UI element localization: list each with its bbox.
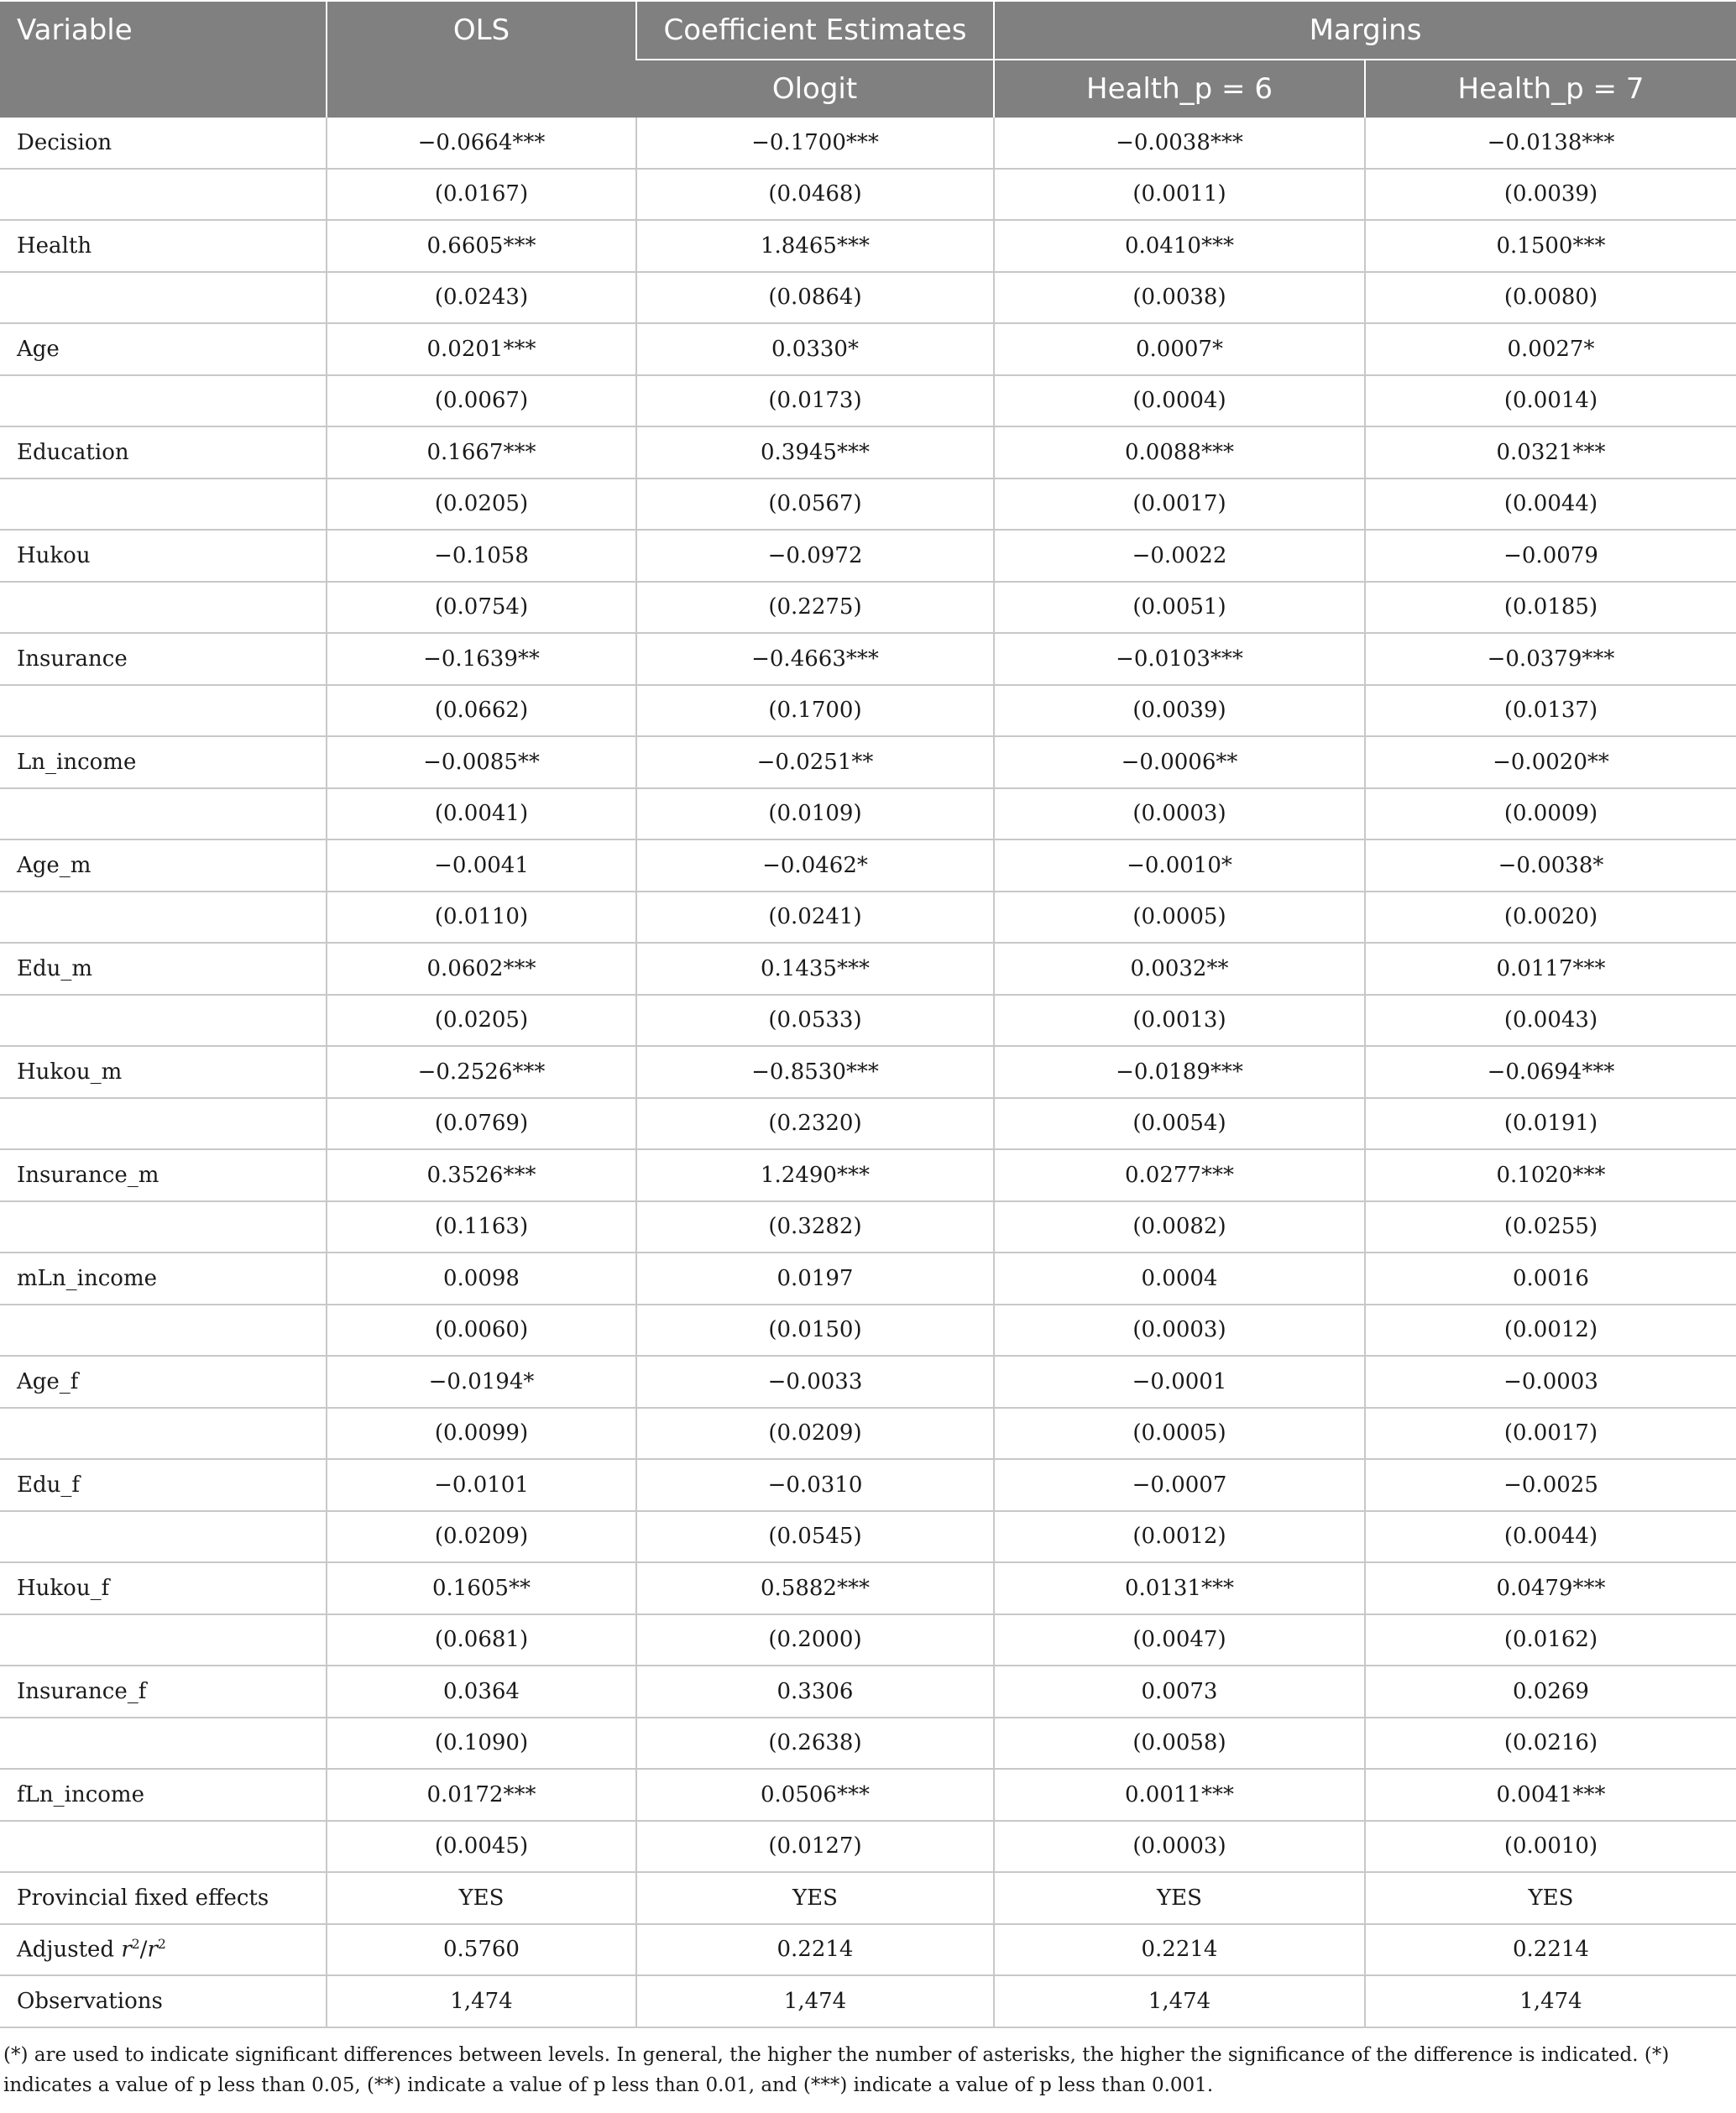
se-row xyxy=(0,479,1736,531)
row-label: Hukou xyxy=(0,530,327,582)
cell-value: 0.1435*** xyxy=(636,943,994,995)
cell-value: (0.0041) xyxy=(327,788,636,840)
se-row xyxy=(0,1614,1736,1666)
cell-value: (0.0754) xyxy=(327,582,636,634)
coef-row xyxy=(0,943,1736,995)
row-label xyxy=(0,169,327,221)
cell-value: (0.0017) xyxy=(1365,1408,1736,1460)
cell-value: (0.0014) xyxy=(1365,375,1736,427)
cell-value: (0.0216) xyxy=(1365,1718,1736,1770)
cell-value: 0.0479*** xyxy=(1365,1562,1736,1614)
cell-value: 0.5882*** xyxy=(636,1562,994,1614)
cell-value: −0.0664*** xyxy=(327,118,636,169)
cell-value: (0.0080) xyxy=(1365,272,1736,324)
row-label: Observations xyxy=(0,1975,327,2027)
row-label xyxy=(0,479,327,531)
row-label: Decision xyxy=(0,118,327,169)
cell-value: (0.0005) xyxy=(994,892,1365,944)
cell-value: (0.0043) xyxy=(1365,995,1736,1047)
footer-row-observations xyxy=(0,1975,1736,2027)
cell-value: (0.0009) xyxy=(1365,788,1736,840)
row-label: fLn_income xyxy=(0,1769,327,1821)
cell-value: (0.0662) xyxy=(327,685,636,737)
cell-value: (0.0003) xyxy=(994,788,1365,840)
cell-value: (0.0533) xyxy=(636,995,994,1047)
row-label: Age_m xyxy=(0,839,327,892)
cell-value: 0.2214 xyxy=(636,1924,994,1976)
coef-row xyxy=(0,839,1736,892)
row-label xyxy=(0,1305,327,1357)
row-label: Insurance xyxy=(0,633,327,685)
cell-value: −0.0001 xyxy=(994,1356,1365,1408)
cell-value: (0.0060) xyxy=(327,1305,636,1357)
cell-value: 1.8465*** xyxy=(636,220,994,272)
cell-value: −0.1058 xyxy=(327,530,636,582)
cell-value: (0.0051) xyxy=(994,582,1365,634)
cell-value: (0.0567) xyxy=(636,479,994,531)
cell-value: −0.0462* xyxy=(636,839,994,892)
row-label: Hukou_f xyxy=(0,1562,327,1614)
cell-value: 1.2490*** xyxy=(636,1149,994,1201)
cell-value: (0.0241) xyxy=(636,892,994,944)
coef-row xyxy=(0,1459,1736,1511)
se-row xyxy=(0,685,1736,737)
row-label: Age xyxy=(0,323,327,375)
row-label xyxy=(0,1098,327,1150)
cell-value: −0.0010* xyxy=(994,839,1365,892)
row-label xyxy=(0,995,327,1047)
header-ologit: Ologit xyxy=(636,60,994,118)
row-label xyxy=(0,685,327,737)
cell-value: (0.0010) xyxy=(1365,1821,1736,1873)
row-label xyxy=(0,1821,327,1873)
cell-value: (0.0864) xyxy=(636,272,994,324)
cell-value: 0.0330* xyxy=(636,323,994,375)
cell-value: (0.0205) xyxy=(327,995,636,1047)
cell-value: 1,474 xyxy=(994,1975,1365,2027)
cell-value: −0.4663*** xyxy=(636,633,994,685)
cell-value: (0.2275) xyxy=(636,582,994,634)
se-row xyxy=(0,272,1736,324)
se-row xyxy=(0,1098,1736,1150)
cell-value: −0.0251** xyxy=(636,736,994,788)
se-row xyxy=(0,582,1736,634)
se-row xyxy=(0,995,1736,1047)
cell-value: (0.2320) xyxy=(636,1098,994,1150)
cell-value: −0.0694*** xyxy=(1365,1046,1736,1098)
cell-value: −0.0194* xyxy=(327,1356,636,1408)
cell-value: (0.1163) xyxy=(327,1201,636,1253)
cell-value: 0.0197 xyxy=(636,1253,994,1305)
coef-row xyxy=(0,1149,1736,1201)
row-label: Insurance_m xyxy=(0,1149,327,1201)
header-coefficient-estimates: Coefficient Estimates xyxy=(636,1,994,60)
cell-value: −0.0103*** xyxy=(994,633,1365,685)
row-label: Ln_income xyxy=(0,736,327,788)
cell-value: (0.0137) xyxy=(1365,685,1736,737)
cell-value: (0.0185) xyxy=(1365,582,1736,634)
cell-value: 0.0410*** xyxy=(994,220,1365,272)
cell-value: (0.0082) xyxy=(994,1201,1365,1253)
cell-value: (0.0769) xyxy=(327,1098,636,1150)
cell-value: −0.0038*** xyxy=(994,118,1365,169)
cell-value: 1,474 xyxy=(636,1975,994,2027)
cell-value: 0.2214 xyxy=(994,1924,1365,1976)
cell-value: 0.0321*** xyxy=(1365,426,1736,479)
cell-value: −0.0079 xyxy=(1365,530,1736,582)
coef-row xyxy=(0,633,1736,685)
row-label: Provincial fixed effects xyxy=(0,1872,327,1924)
cell-value: (0.0012) xyxy=(994,1511,1365,1563)
cell-value: 0.1667*** xyxy=(327,426,636,479)
cell-value: −0.2526*** xyxy=(327,1046,636,1098)
cell-value: −0.0020** xyxy=(1365,736,1736,788)
row-label: Hukou_m xyxy=(0,1046,327,1098)
cell-value: (0.0110) xyxy=(327,892,636,944)
coef-row xyxy=(0,323,1736,375)
cell-value: (0.0243) xyxy=(327,272,636,324)
cell-value: (0.0003) xyxy=(994,1305,1365,1357)
cell-value: (0.0099) xyxy=(327,1408,636,1460)
header-health-p7: Health_p = 7 xyxy=(1365,60,1736,118)
row-label xyxy=(0,892,327,944)
row-label xyxy=(0,1408,327,1460)
se-row xyxy=(0,1718,1736,1770)
cell-value: −0.0189*** xyxy=(994,1046,1365,1098)
cell-value: 0.0016 xyxy=(1365,1253,1736,1305)
header-variable: Variable xyxy=(0,1,327,118)
se-row xyxy=(0,788,1736,840)
cell-value: 0.0073 xyxy=(994,1666,1365,1718)
cell-value: (0.0044) xyxy=(1365,1511,1736,1563)
coef-row xyxy=(0,1769,1736,1821)
cell-value: 0.2214 xyxy=(1365,1924,1736,1976)
se-row xyxy=(0,1821,1736,1873)
cell-value: 0.0201*** xyxy=(327,323,636,375)
cell-value: 0.1020*** xyxy=(1365,1149,1736,1201)
row-label: Education xyxy=(0,426,327,479)
cell-value: (0.0150) xyxy=(636,1305,994,1357)
cell-value: (0.1090) xyxy=(327,1718,636,1770)
cell-value: 0.0004 xyxy=(994,1253,1365,1305)
coef-row xyxy=(0,220,1736,272)
cell-value: −0.0022 xyxy=(994,530,1365,582)
coef-row xyxy=(0,1562,1736,1614)
row-label: Insurance_f xyxy=(0,1666,327,1718)
cell-value: (0.1700) xyxy=(636,685,994,737)
cell-value: 0.6605*** xyxy=(327,220,636,272)
cell-value: (0.0468) xyxy=(636,169,994,221)
cell-value: (0.0047) xyxy=(994,1614,1365,1666)
cell-value: 0.0117*** xyxy=(1365,943,1736,995)
cell-value: (0.0012) xyxy=(1365,1305,1736,1357)
cell-value: −0.8530*** xyxy=(636,1046,994,1098)
cell-value: −0.0138*** xyxy=(1365,118,1736,169)
row-label: mLn_income xyxy=(0,1253,327,1305)
se-row xyxy=(0,169,1736,221)
cell-value: (0.0003) xyxy=(994,1821,1365,1873)
row-label xyxy=(0,272,327,324)
cell-value: (0.0205) xyxy=(327,479,636,531)
cell-value: −0.1639** xyxy=(327,633,636,685)
cell-value: (0.0067) xyxy=(327,375,636,427)
row-label xyxy=(0,1511,327,1563)
cell-value: (0.0173) xyxy=(636,375,994,427)
cell-value: (0.0209) xyxy=(636,1408,994,1460)
cell-value: −0.0025 xyxy=(1365,1459,1736,1511)
cell-value: (0.0020) xyxy=(1365,892,1736,944)
cell-value: −0.0972 xyxy=(636,530,994,582)
cell-value: (0.0545) xyxy=(636,1511,994,1563)
cell-value: 0.0007* xyxy=(994,323,1365,375)
row-label xyxy=(0,1718,327,1770)
cell-value: (0.0162) xyxy=(1365,1614,1736,1666)
cell-value: 0.1500*** xyxy=(1365,220,1736,272)
header-health-p6: Health_p = 6 xyxy=(994,60,1365,118)
cell-value: 0.0098 xyxy=(327,1253,636,1305)
cell-value: (0.0039) xyxy=(1365,169,1736,221)
coef-row xyxy=(0,1666,1736,1718)
row-label xyxy=(0,788,327,840)
cell-value: (0.0681) xyxy=(327,1614,636,1666)
row-label xyxy=(0,1201,327,1253)
row-label: Health xyxy=(0,220,327,272)
se-row xyxy=(0,1408,1736,1460)
cell-value: 0.0032** xyxy=(994,943,1365,995)
row-label-adjusted-r2: Adjusted $r^2/r^2$ xyxy=(0,1924,327,1976)
footer-row-fixed-effects xyxy=(0,1872,1736,1924)
footer-row-adjusted-r2 xyxy=(0,1924,1736,1976)
cell-value: 0.0269 xyxy=(1365,1666,1736,1718)
cell-value: (0.0127) xyxy=(636,1821,994,1873)
cell-value: 1,474 xyxy=(327,1975,636,2027)
coef-row xyxy=(0,530,1736,582)
cell-value: 0.5760 xyxy=(327,1924,636,1976)
cell-value: (0.0209) xyxy=(327,1511,636,1563)
cell-value: (0.0044) xyxy=(1365,479,1736,531)
cell-value: (0.2000) xyxy=(636,1614,994,1666)
cell-value: 0.1605** xyxy=(327,1562,636,1614)
cell-value: YES xyxy=(327,1872,636,1924)
cell-value: (0.0058) xyxy=(994,1718,1365,1770)
cell-value: −0.0007 xyxy=(994,1459,1365,1511)
header-margins: Margins xyxy=(994,1,1736,60)
cell-value: −0.0101 xyxy=(327,1459,636,1511)
cell-value: (0.2638) xyxy=(636,1718,994,1770)
cell-value: 0.0172*** xyxy=(327,1769,636,1821)
cell-value: 0.0041*** xyxy=(1365,1769,1736,1821)
cell-value: 0.0364 xyxy=(327,1666,636,1718)
header-ols: OLS xyxy=(327,1,636,118)
cell-value: YES xyxy=(1365,1872,1736,1924)
se-row xyxy=(0,375,1736,427)
table-header xyxy=(0,1,1736,118)
se-row xyxy=(0,1511,1736,1563)
se-row xyxy=(0,1201,1736,1253)
table-body xyxy=(0,118,1736,2027)
cell-value: (0.0004) xyxy=(994,375,1365,427)
cell-value: −0.0085** xyxy=(327,736,636,788)
cell-value: 0.0602*** xyxy=(327,943,636,995)
cell-value: (0.0011) xyxy=(994,169,1365,221)
cell-value: (0.0017) xyxy=(994,479,1365,531)
cell-value: −0.0003 xyxy=(1365,1356,1736,1408)
cell-value: (0.0045) xyxy=(327,1821,636,1873)
cell-value: 0.0088*** xyxy=(994,426,1365,479)
coef-row xyxy=(0,736,1736,788)
cell-value: −0.0033 xyxy=(636,1356,994,1408)
coef-row xyxy=(0,1046,1736,1098)
cell-value: (0.0167) xyxy=(327,169,636,221)
cell-value: −0.1700*** xyxy=(636,118,994,169)
se-row xyxy=(0,1305,1736,1357)
cell-value: 1,474 xyxy=(1365,1975,1736,2027)
row-label: Age_f xyxy=(0,1356,327,1408)
row-label: Edu_f xyxy=(0,1459,327,1511)
cell-value: (0.0038) xyxy=(994,272,1365,324)
cell-value: 0.0011*** xyxy=(994,1769,1365,1821)
table-footnote: (*) are used to indicate significant differences between levels. In general, the higher the number of asterisks, the higher the significance of the difference is indicated. (*) indicates a value of p less than 0.05, (**) indicate a value of p less than 0.01, and (***) indicate a value of p less than 0.001. xyxy=(3,2043,1670,2096)
cell-value: 0.0277*** xyxy=(994,1149,1365,1201)
cell-value: 0.3945*** xyxy=(636,426,994,479)
cell-value: (0.0054) xyxy=(994,1098,1365,1150)
cell-value: 0.0131*** xyxy=(994,1562,1365,1614)
coef-row xyxy=(0,118,1736,169)
cell-value: (0.0039) xyxy=(994,685,1365,737)
cell-value: (0.0013) xyxy=(994,995,1365,1047)
row-label xyxy=(0,1614,327,1666)
coef-row xyxy=(0,426,1736,479)
row-label xyxy=(0,582,327,634)
se-row xyxy=(0,892,1736,944)
row-label: Edu_m xyxy=(0,943,327,995)
cell-value: (0.0005) xyxy=(994,1408,1365,1460)
cell-value: 0.0506*** xyxy=(636,1769,994,1821)
cell-value: −0.0379*** xyxy=(1365,633,1736,685)
cell-value: YES xyxy=(636,1872,994,1924)
coef-row xyxy=(0,1253,1736,1305)
cell-value: (0.0109) xyxy=(636,788,994,840)
coef-row xyxy=(0,1356,1736,1408)
cell-value: −0.0310 xyxy=(636,1459,994,1511)
cell-value: −0.0006** xyxy=(994,736,1365,788)
cell-value: −0.0038* xyxy=(1365,839,1736,892)
cell-value: −0.0041 xyxy=(327,839,636,892)
cell-value: 0.3306 xyxy=(636,1666,994,1718)
cell-value: 0.3526*** xyxy=(327,1149,636,1201)
row-label xyxy=(0,375,327,427)
cell-value: YES xyxy=(994,1872,1365,1924)
cell-value: 0.0027* xyxy=(1365,323,1736,375)
cell-value: (0.3282) xyxy=(636,1201,994,1253)
cell-value: (0.0255) xyxy=(1365,1201,1736,1253)
cell-value: (0.0191) xyxy=(1365,1098,1736,1150)
